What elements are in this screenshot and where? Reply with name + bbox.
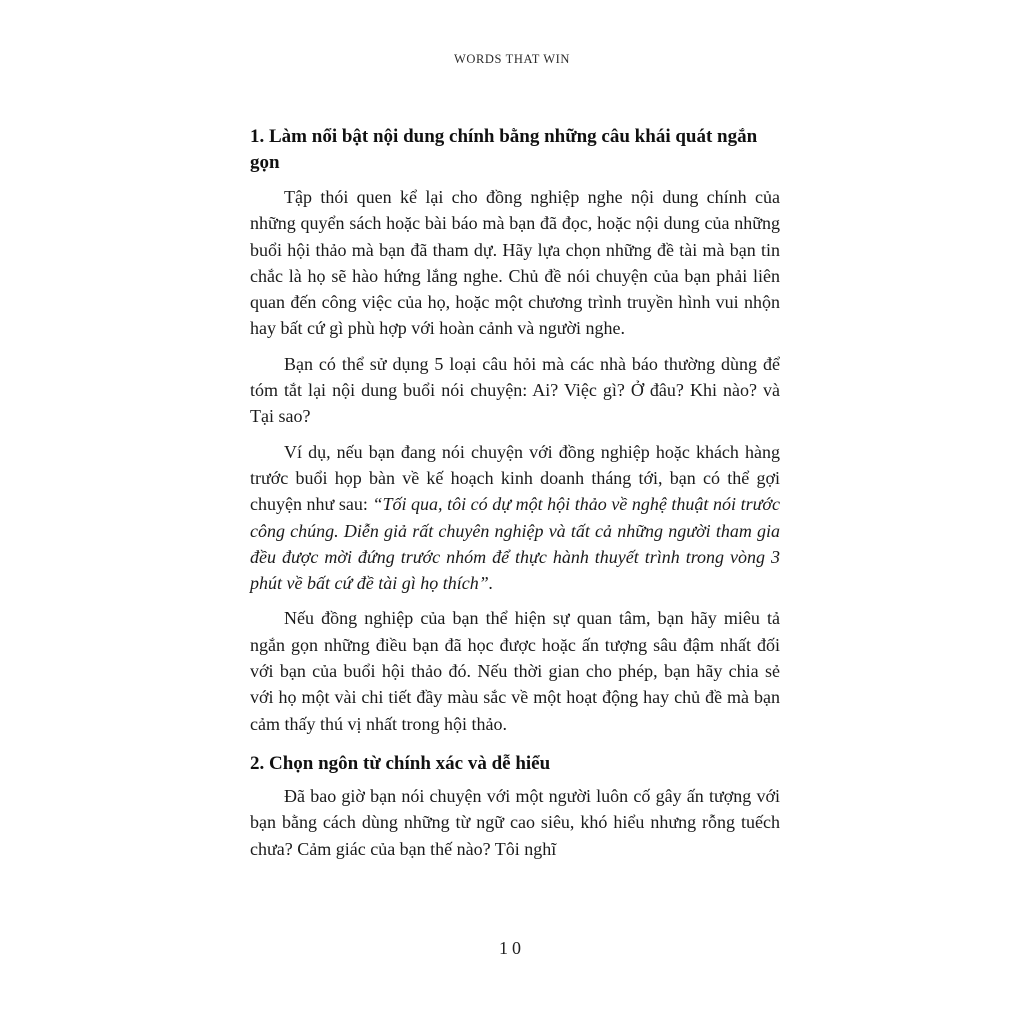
paragraph: Bạn có thể sử dụng 5 loại câu hỏi mà các nhà báo thường dùng để tóm tắt lại nội dung buổi nói chuyện: Ai? Việc gì? Ở đâu? Khi nào? và Tại sao? <box>250 353 780 427</box>
page-body <box>250 124 780 871</box>
paragraph: Đã bao giờ bạn nói chuyện với một người luôn cố gây ấn tượng với bạn bằng cách dùng những từ ngữ cao siêu, khó hiểu nhưng rỗng tuếch chưa? Cảm giác của bạn thế nào? Tôi nghĩ <box>250 785 780 859</box>
paragraph: Tập thói quen kể lại cho đồng nghiệp nghe nội dung chính của những quyển sách hoặc bài báo mà bạn đã đọc, hoặc nội dung của những buổi hội thảo mà bạn đã tham dự. Hãy lựa chọn những đề tài mà bạn tin chắc là họ sẽ hào hứng lắng nghe. Chủ đề nói chuyện của bạn phải liên quan đến công việc của họ, hoặc một chương trình truyền hình vui nhộn hay bất cứ gì phù hợp với hoàn cảnh và người nghe. <box>250 187 780 339</box>
example-paragraph <box>250 439 780 597</box>
section-heading-1: 1. Làm nổi bật nội dung chính bằng những câu khái quát ngắn gọn <box>250 126 758 173</box>
running-head: WORDS THAT WIN <box>453 52 571 66</box>
paragraph: Nếu đồng nghiệp của bạn thể hiện sự quan tâm, bạn hãy miêu tả ngắn gọn những điều bạn đã học được hoặc ấn tượng sâu đậm nhất đối với bạn của buổi hội thảo đó. Nếu thời gian cho phép, bạn hãy chia sẻ với họ một vài chi tiết đầy màu sắc về một hoạt động hay chủ đề mà bạn cảm thấy thú vị nhất trong hội thảo. <box>250 608 780 734</box>
example-lead-text: Ví dụ, nếu bạn đang nói chuyện với đồng nghiệp hoặc khách hàng trước buổi họp bàn về kế hoạch kinh doanh tháng tới, bạn có thể gợi chuyện như sau: <box>250 441 780 515</box>
example-quote-text: “Tối qua, tôi có dự một hội thảo về nghệ thuật nói trước công chúng. Diễn giả rất chuyên nghiệp và tất cả những người tham gia đều được mời đứng trước nhóm để thực hành thuyết trình trong vòng 3 phút về bất cứ đề tài gì họ thích”. <box>250 494 780 594</box>
page-number: 10 <box>499 938 525 958</box>
section-heading-2: 2. Chọn ngôn từ chính xác và dễ hiểu <box>250 752 551 774</box>
